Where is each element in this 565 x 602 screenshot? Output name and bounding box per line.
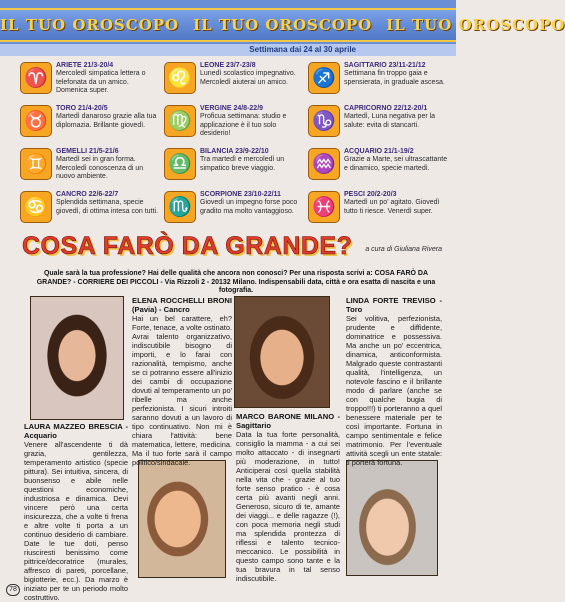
sign-forecast: Settimana fin troppo gaia e spensierata, in graduale ascesa. [344, 70, 445, 86]
sign-forecast: Proficua settimana: studio e applicazione è il tuo solo desiderio! [200, 113, 287, 138]
profile-text: Data la tua forte personalità, consiglio la mamma - a cui sei molto attaccato - di insegnarti più moderazione, in tutto! Anticiperai così quella stabilità nella vita che - grazie al tuo forte senso pratico - è cosa certa più avanti negli anni. Generoso, sicuro di te, amante dei viaggi... e delle ragazze (!), con poca memoria negli studi ma splendida prontezza di riflessi e talento tecnico-meccanico. Le possibilità in questo campo sono tante e la tua bravura in tal senso indiscutibile. [236, 430, 340, 583]
photo-elena [138, 460, 226, 578]
feature-intro: Quale sarà la tua professione? Hai delle qualità che ancora non conosci? Per una risposta scrivi a: COSA FARÒ DA GRANDE? - CORRIERE DEI PICCOLI - Via Rizzoli 2 - 20132 Milano. Indispensabili data, città e ora esatta di nascita e una fotografia. [36, 270, 436, 295]
photo-marco [234, 296, 330, 408]
profile-name: LAURA MAZZEO BRESCIA - Acquario [24, 422, 128, 440]
fish-icon: ♓ [308, 191, 340, 223]
sign-title: CANCRO 22/6-22/7 [56, 191, 119, 198]
sign-ariete [20, 60, 164, 103]
sign-vergine [164, 103, 308, 146]
sign-sagittario [308, 60, 452, 103]
profile-text: Venere all'ascendente ti dà grazia, gentilezza, temperamento artistico (specie pittura). Sei intuitiva, sincera, di buonsenso e abile nelle questioni economiche, industriosa e dinamica. Devi vincere però una certa insicurezza, che a volte ti frena e altre volte ti porta a un continuo desiderio di cambiare. Date le tue doti, penso riusciresti benissimo come pittrice/decoratrice (murales, affresco di pareti, porcellane, bigiotterie, ecc.). Da marzo è iniziato per te un periodo molto costruttivo. [24, 440, 128, 602]
header-title-repeat: IL TUO OROSCOPO [386, 16, 565, 34]
profile-linda [346, 296, 442, 467]
sign-forecast: Mercoledì simpatica lettera o telefonata da un amico. Domenica super. [56, 70, 146, 95]
scales-icon: ♎ [164, 148, 196, 180]
sign-toro [20, 103, 164, 146]
twins-icon: ♊ [20, 148, 52, 180]
sign-forecast: Martedì, Luna negativa per la salute: evita di stancarti. [344, 113, 436, 129]
goat-icon: ♑ [308, 105, 340, 137]
header-title-repeat: IL TUO OROSCOPO [193, 16, 373, 34]
header-banner [0, 0, 565, 54]
lion-icon: ♌ [164, 62, 196, 94]
virgin-icon: ♍ [164, 105, 196, 137]
sign-title: BILANCIA 23/9-22/10 [200, 148, 269, 155]
sign-title: SCORPIONE 23/10-22/11 [200, 191, 281, 198]
sign-forecast: Martedì danaroso grazie alla tua diplomazia. Brillante giovedì. [56, 113, 157, 129]
header-title: IL TUO OROSCOPO [0, 16, 180, 34]
profile-name: MARCO BARONE MILANO - Sagittario [236, 412, 340, 430]
profile-text: Sei volitiva, perfezionista, prudente e diffidente, dominatrice e possessiva. Ma anche un po' eccentrica, dinamica, anticonformista. Malgrado queste contrastanti qualità, l'intelligenza, un notevole fascino e il brillante modo di parlare (anche se con qualche bugia di troppo!!!) ti porteranno a quel benessere materiale per te così importante. Fortuna in campo sentimentale e felice matrimonio. Per l'eventuale attività scegli un ente statale: ti porterà fortuna. [346, 314, 442, 467]
profile-name: ELENA ROCCHELLI BRONI (Pavia) - Cancro [132, 296, 232, 314]
sign-pesci [308, 189, 452, 232]
sign-title: TORO 21/4-20/5 [56, 105, 108, 112]
photo-laura [30, 296, 124, 420]
header-title-strip [0, 8, 565, 42]
feature-header [22, 232, 452, 268]
bull-icon: ♉ [20, 105, 52, 137]
sign-forecast: Martedì sei in gran forma. Mercoledì conoscenza di un nuovo ambiente. [56, 156, 144, 181]
ram-icon: ♈ [20, 62, 52, 94]
sign-forecast: Grazie a Marte, sei ultrascattante e dinamico, specie martedì. [344, 156, 448, 172]
page-number: 78 [6, 584, 20, 596]
photo-linda [346, 460, 438, 576]
horoscope-grid [20, 60, 452, 232]
sign-title: CAPRICORNO 22/12-20/1 [344, 105, 428, 112]
sign-title: ARIETE 21/3-20/4 [56, 62, 114, 69]
sign-forecast: Martedì un po' agitato. Giovedì tutto ti riesce. Venerdì super. [344, 199, 440, 215]
sign-title: VERGINE 24/8-22/9 [200, 105, 264, 112]
profile-text: Hai un bel carattere, eh? Forte, tenace, a volte ostinato. Avrai talento organizzativo, indiscutibile bisogno di importi, e lo farai con razionalità, tempismo, anche se ci potranno essere all'inizio dei cambi di occupazione dovuti al temperamento un po' ribelle ma anche perfezionista. I sicuri introiti saranno dovuti a un lavoro di tipo continuativo. Non mi è chiara l'attività: bene matematica, lettere, medicina. Ma il tuo forte sarà il campo politico/sindacale. [132, 314, 232, 467]
profile-marco [236, 412, 340, 583]
sign-acquario [308, 146, 452, 189]
sign-title: LEONE 23/7-23/8 [200, 62, 256, 69]
sign-gemelli [20, 146, 164, 189]
sign-scorpione [164, 189, 308, 232]
crab-icon: ♋ [20, 191, 52, 223]
feature-byline: a cura di Giuliana Rivera [365, 246, 442, 253]
water-bearer-icon: ♒ [308, 148, 340, 180]
profile-laura [24, 422, 128, 602]
sign-forecast: Tra martedì e mercoledì un simpatico breve viaggio. [200, 156, 285, 172]
sign-forecast: Giovedì un impegno forse poco gradito ma molto vantaggioso. [200, 199, 298, 215]
profile-name: LINDA FORTE TREVISO - Toro [346, 296, 442, 314]
week-label: Settimana dai 24 al 30 aprile [0, 44, 456, 56]
sign-title: SAGITTARIO 23/11-21/12 [344, 62, 426, 69]
sign-cancro [20, 189, 164, 232]
scorpion-icon: ♏ [164, 191, 196, 223]
sign-forecast: Lunedì scolastico impegnativo. Mercoledì aiuterai un amico. [200, 70, 296, 86]
sign-bilancia [164, 146, 308, 189]
feature-title: COSA FARÒ DA GRANDE? [22, 232, 353, 260]
sign-forecast: Splendida settimana, specie giovedì, di ottima intesa con tutti. [56, 199, 158, 215]
sign-capricorno [308, 103, 452, 146]
sign-title: GEMELLI 21/5-21/6 [56, 148, 119, 155]
sign-title: ACQUARIO 21/1-19/2 [344, 148, 414, 155]
archer-icon: ♐ [308, 62, 340, 94]
sign-title: PESCI 20/2-20/3 [344, 191, 397, 198]
sign-leone [164, 60, 308, 103]
profile-elena [132, 296, 232, 467]
